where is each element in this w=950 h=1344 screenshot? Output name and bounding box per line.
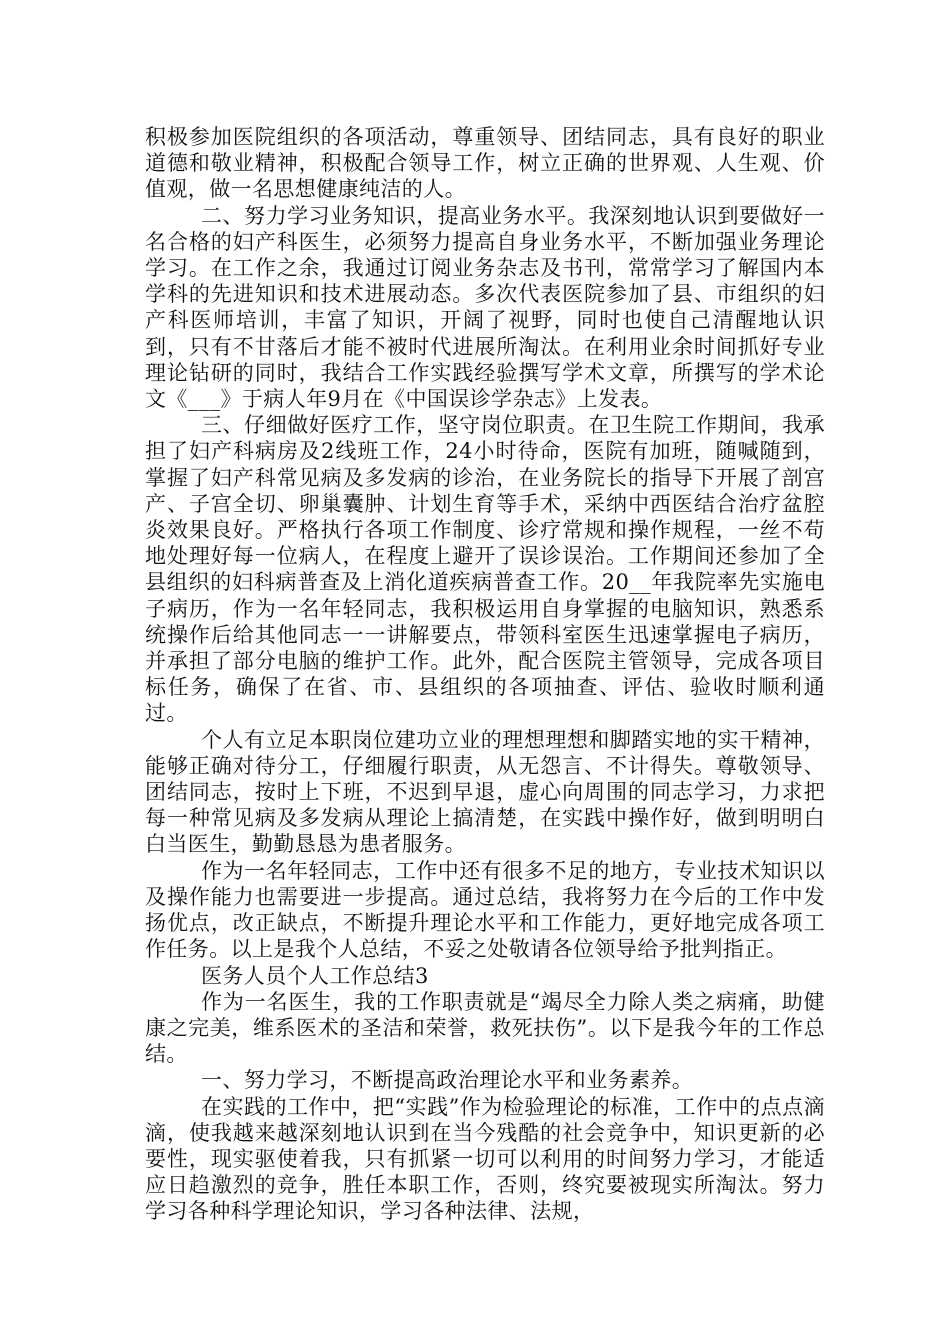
paragraph-doctor-duty: 作为一名医生，我的工作职责就是“竭尽全力除人类之病痛，助健康之完美，维系医术的圣洁和荣誉，救死扶伤”。以下是我今年的工作总结。 <box>145 989 825 1067</box>
paragraph-study-knowledge: 二、努力学习业务知识，提高业务水平。我深刻地认识到要做好一名合格的妇产科医生，必须努力提高自身业务水平，不断加强业务理论学习。在工作之余，我通过订阅业务杂志及书刊，常常学习了解国内本学科的先进知识和技术进展动态。多次代表医院参加了县、市组织的妇产科医师培训，丰富了知识，开阔了视野，同时也使自己清醒地认识到，只有不甘落后才能不被时代进展所淘汰。在利用业余时间抓好专业理论钻研的同时，我结合工作实践经验撰写学术文章，所撰写的学术论文《___》于病人年9月在《中国误诊学杂志》上发表。 <box>145 203 825 412</box>
paragraph-personal-attitude: 个人有立足本职岗位建功立业的理想理想和脚踏实地的实干精神，能够正确对待分工，仔细履行职责，从无怨言、不计得失。尊敬领导、团结同志，按时上下班，不迟到早退，虚心向周围的同志学习，力求把每一种常见病及多发病从理论上搞清楚，在实践中操作好，做到明明白白当医生，勤勤恳恳为患者服务。 <box>145 727 825 857</box>
paragraph-point-one: 一、努力学习，不断提高政治理论水平和业务素养。 <box>201 1068 694 1093</box>
document-page <box>145 124 825 1225</box>
paragraph-medical-work: 三、仔细做好医疗工作，坚守岗位职责。在卫生院工作期间，我承担了妇产科病房及2线班工作，24小时待命，医院有加班，随喊随到，掌握了妇产科常见病及多发病的诊治，在业务院长的指导下开展了剖宫产、子宫全切、卵巢囊肿、计划生育等手术，采纳中西医结合治疗盆腔炎效果良好。严格执行各项工作制度、诊疗常规和操作规程，一丝不苟地处理好每一位病人，在程度上避开了误诊误治。工作期间还参加了全县组织的妇科病普查及上消化道疾病普查工作。20__年我院率先实施电子病历，作为一名年轻同志，我积极运用自身掌握的电脑知识，熟悉系统操作后给其他同志一一讲解要点，带领科室医生迅速掌握电子病历，并承担了部分电脑的维护工作。此外，配合医院主管领导，完成各项目标任务，确保了在省、市、县组织的各项抽查、评估、验收时顺利通过。 <box>145 413 825 726</box>
paragraph-shortcomings: 作为一名年轻同志，工作中还有很多不足的地方，专业技术知识以及操作能力也需要进一步提高。通过总结，我将努力在今后的工作中发扬优点，改正缺点，不断提升理论水平和工作能力，更好地完成各项工作任务。以上是我个人总结，不妥之处敬请各位领导给予批判指正。 <box>145 858 825 962</box>
paragraph-conduct: 积极参加医院组织的各项活动，尊重领导、团结同志，具有良好的职业道德和敬业精神，积极配合领导工作，树立正确的世界观、人生观、价值观，做一名思想健康纯洁的人。 <box>145 125 825 202</box>
section-heading: 医务人员个人工作总结3 <box>201 963 429 988</box>
paragraph-practice: 在实践的工作中，把“实践”作为检验理论的标准，工作中的点点滴滴，使我越来越深刻地认识到在当今残酷的社会竞争中，知识更新的必要性，现实驱使着我，只有抓紧一切可以利用的时间努力学习，才能适应日趋激烈的竞争，胜任本职工作，否则，终究要被现实所淘汰。努力学习各种科学理论知识，学习各种法律、法规， <box>145 1094 825 1224</box>
